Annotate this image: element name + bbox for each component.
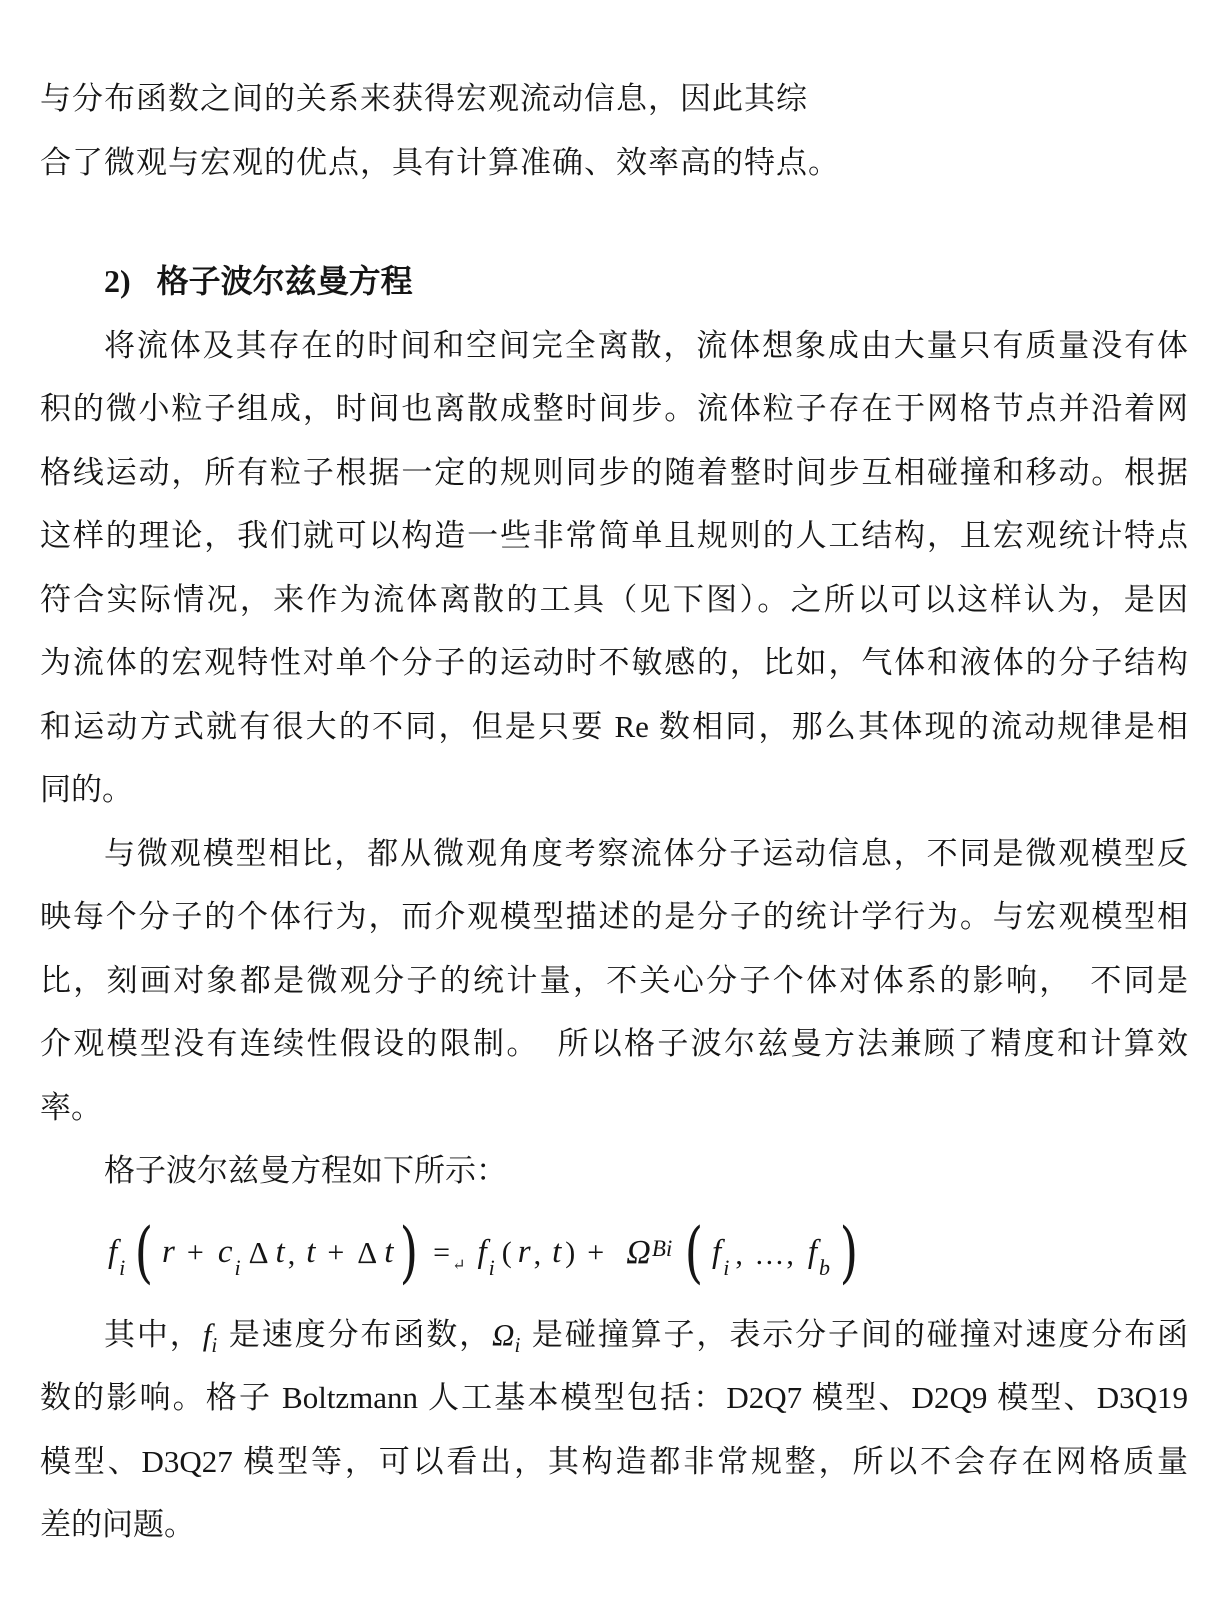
equation-superscript: B xyxy=(651,1235,666,1261)
equation-token: i xyxy=(234,1254,241,1280)
equation-token: + xyxy=(327,1235,345,1269)
text-line xyxy=(40,1430,1188,1494)
paragraph-gap xyxy=(40,194,1188,250)
text-run: 积的微小粒子组成，时间也离散成整时间步。流体粒子存在于网格节点并沿着网 xyxy=(40,391,1188,426)
equation-token: f xyxy=(712,1234,722,1270)
text-flow xyxy=(40,67,1188,1557)
equation-token: ↵ xyxy=(452,1256,466,1274)
equation-token: Δ xyxy=(357,1235,378,1270)
text-line xyxy=(40,568,1188,632)
math-subscript: i xyxy=(211,1332,218,1357)
text-run: 映每个分子的个体行为，而介观模型描述的是分子的统计学行为。与宏观模型相 xyxy=(40,899,1188,934)
text-run: 格线运动，所有粒子根据一定的规则同步的随着整时间步互相碰撞和移动。根据 xyxy=(40,454,1188,490)
equation-token: t xyxy=(552,1234,562,1270)
text-run: 将流体及其存在的时间和空间完全离散，流体想象成由大量只有质量没有体 xyxy=(104,327,1188,363)
equation-token: c xyxy=(217,1234,233,1270)
equation-token: i xyxy=(723,1254,730,1280)
math-symbol: f xyxy=(202,1316,212,1352)
equation-token: ) xyxy=(400,1213,419,1291)
equation-token: f xyxy=(807,1234,817,1270)
text-line xyxy=(40,314,1188,378)
math-subscript: i xyxy=(514,1332,521,1357)
equation-token: ( xyxy=(134,1213,154,1291)
equation-token: + xyxy=(587,1235,605,1269)
text-line xyxy=(40,1303,1188,1367)
text-line xyxy=(40,1139,1188,1203)
text-run: 数的影响。格子 Boltzmann 人工基本模型包括：D2Q7 模型、D2Q9 模型、D3Q19 xyxy=(40,1380,1188,1415)
text-line xyxy=(40,822,1188,886)
text-run: 与微观模型相比，都从微观角度考察流体分子运动信息，不同是微观模型反 xyxy=(104,835,1188,871)
equation-subscript: i xyxy=(665,1235,673,1261)
equation-token: ) xyxy=(565,1235,576,1269)
section-heading xyxy=(40,250,1188,314)
equation-token: b xyxy=(818,1254,830,1280)
text-run: 其中， xyxy=(104,1316,203,1352)
text-run: 是速度分布函数， xyxy=(219,1316,493,1352)
text-run: 比，刻画对象都是微观分子的统计量，不关心分子个体对体系的影响， 不同是 xyxy=(40,962,1188,998)
text-run: 同的。 xyxy=(40,772,133,807)
text-run: 格子波尔兹曼方程如下所示： xyxy=(104,1153,507,1188)
text-run: 格子波尔兹曼方程 xyxy=(156,263,413,299)
text-run: 这样的理论，我们就可以构造一些非常简单且规则的人工结构，且宏观统计特点 xyxy=(40,518,1188,553)
text-line xyxy=(40,441,1188,505)
text-run: 符合实际情况，来作为流体离散的工具（见下图）。之所以可以这样认为，是因 xyxy=(40,581,1188,617)
text-run: 和运动方式就有很大的不同，但是只要 Re 数相同，那么其体现的流动规律是相 xyxy=(40,708,1188,744)
math-symbol: Ω xyxy=(492,1316,515,1352)
equation-token: f xyxy=(477,1234,487,1270)
lattice-boltzmann-equation xyxy=(40,1203,1188,1303)
text-run: 与分布函数之间的关系来获得宏观流动信息，因此其综 xyxy=(40,81,808,116)
text-run: 率。 xyxy=(40,1089,102,1125)
equation-token: r xyxy=(517,1234,531,1270)
equation-token: i xyxy=(488,1254,495,1280)
equation-token: , xyxy=(287,1237,296,1271)
text-run: 介观模型没有连续性假设的限制。 所以格子波尔兹曼方法兼顾了精度和计算效 xyxy=(40,1026,1188,1061)
text-line xyxy=(40,67,1188,131)
text-line xyxy=(40,695,1188,759)
text-line xyxy=(40,1076,1188,1140)
text-run: 是碰撞算子，表示分子间的碰撞对速度分布函 xyxy=(522,1316,1189,1352)
equation-sup-sub-stack xyxy=(652,1237,672,1269)
equation-token: , …, xyxy=(735,1237,796,1271)
equation-token: Ω xyxy=(626,1233,651,1271)
equation-token: t xyxy=(384,1234,394,1270)
text-line xyxy=(40,504,1188,568)
equation-token: t xyxy=(275,1234,285,1270)
equation-token: r xyxy=(162,1234,175,1270)
equation-token: ) xyxy=(839,1213,859,1291)
text-line xyxy=(40,1366,1188,1430)
text-run: 模型、D3Q27 模型等，可以看出，其构造都非常规整，所以不会存在网格质量 xyxy=(40,1443,1188,1479)
text-run: 合了微观与宏观的优点，具有计算准确、效率高的特点。 xyxy=(40,144,840,180)
text-line xyxy=(40,758,1188,822)
equation-token: t xyxy=(306,1234,316,1270)
equation-token: i xyxy=(119,1254,126,1280)
equation-token: , xyxy=(533,1237,542,1271)
equation-token: ( xyxy=(684,1213,704,1291)
text-run: 为流体的宏观特性对单个分子的运动时不敏感的，比如，气体和液体的分子结构 xyxy=(40,645,1188,680)
equation-token: = xyxy=(433,1235,451,1269)
equation-token: ( xyxy=(501,1235,512,1269)
text-line xyxy=(40,631,1188,695)
equation-token: f xyxy=(108,1234,118,1270)
text-line xyxy=(40,377,1188,441)
text-run: 差的问题。 xyxy=(40,1507,195,1542)
text-run: 2) xyxy=(104,263,131,299)
text-line xyxy=(40,1493,1188,1557)
equation-token: Δ xyxy=(248,1235,269,1270)
text-line xyxy=(40,131,1188,195)
text-line xyxy=(40,885,1188,949)
text-line xyxy=(40,1012,1188,1076)
equation-token: + xyxy=(186,1235,204,1269)
text-line xyxy=(40,949,1188,1013)
